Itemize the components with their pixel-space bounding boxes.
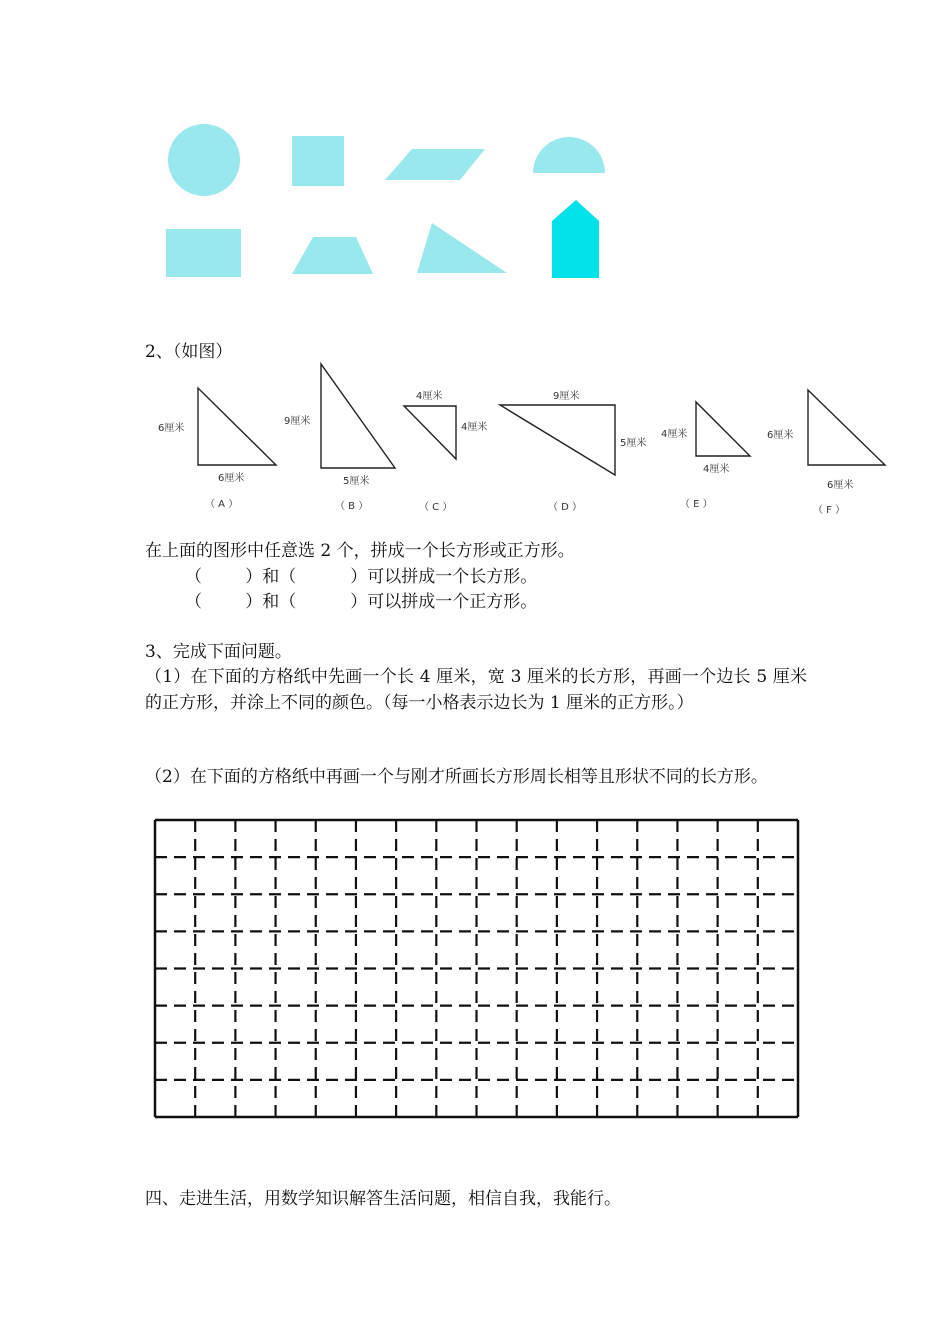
tri-e-letter: （ E ） <box>680 499 713 510</box>
q3-part1: （1）在下面的方格纸中先画一个长 4 厘米，宽 3 厘米的长方形，再画一个边长 5 厘米的正方形，并涂上不同的颜色。（每一小格表示边长为 1 厘米的正方形。） <box>145 667 807 713</box>
triangle-c <box>404 406 456 459</box>
semicircle-shape <box>533 137 605 173</box>
circle-shape <box>168 124 240 196</box>
tri-b-letter: （ B ） <box>335 501 369 512</box>
triangle-a <box>198 388 276 465</box>
triangle-b <box>321 364 395 468</box>
triangle-d <box>500 405 615 475</box>
q2-instruction: 在上面的图形中任意选 2 个，拼成一个长方形或正方形。 <box>145 541 575 561</box>
tri-d-side2: 5厘米 <box>620 438 647 449</box>
q2-answer-square: （ ）和（ ）可以拼成一个正方形。 <box>185 592 538 612</box>
q2-heading: 2、（如图） <box>145 342 233 362</box>
tri-c-side2: 4厘米 <box>461 422 488 433</box>
tri-e-side1: 4厘米 <box>661 429 688 440</box>
tri-f-side1: 6厘米 <box>767 430 794 441</box>
tri-a-side2: 6厘米 <box>218 473 245 484</box>
square-shape <box>292 136 344 186</box>
tri-b-side1: 9厘米 <box>284 416 311 427</box>
trapezoid-shape <box>292 237 373 274</box>
house-pentagon-shape <box>552 200 599 278</box>
section4-heading: 四、走进生活，用数学知识解答生活问题，相信自我，我能行。 <box>145 1189 621 1209</box>
grid-paper[interactable] <box>150 815 805 1125</box>
q3-part2: （2）在下面的方格纸中再画一个与刚才所画长方形周长相等且形状不同的长方形。 <box>145 767 768 787</box>
tri-a-side1: 6厘米 <box>158 423 185 434</box>
triangle-f <box>808 390 885 465</box>
rectangle-shape <box>166 229 241 277</box>
tri-f-letter: （ F ） <box>813 505 846 516</box>
tri-d-side1: 9厘米 <box>553 391 580 402</box>
q2-answer-rectangle: （ ）和（ ）可以拼成一个长方形。 <box>185 567 538 587</box>
tri-a-letter: （ A ） <box>205 499 239 510</box>
right-triangle-shape <box>417 223 507 273</box>
shapes-figure <box>150 118 630 288</box>
triangles-figure <box>150 358 900 523</box>
triangle-e <box>696 402 750 456</box>
tri-f-side2: 6厘米 <box>827 480 854 491</box>
tri-c-side1: 4厘米 <box>416 391 443 402</box>
tri-d-letter: （ D ） <box>548 502 583 513</box>
q3-heading: 3、完成下面问题。 <box>145 642 292 662</box>
parallelogram-shape <box>385 149 485 180</box>
tri-b-side2: 5厘米 <box>343 476 370 487</box>
tri-c-letter: （ C ） <box>419 502 453 513</box>
tri-e-side2: 4厘米 <box>703 464 730 475</box>
